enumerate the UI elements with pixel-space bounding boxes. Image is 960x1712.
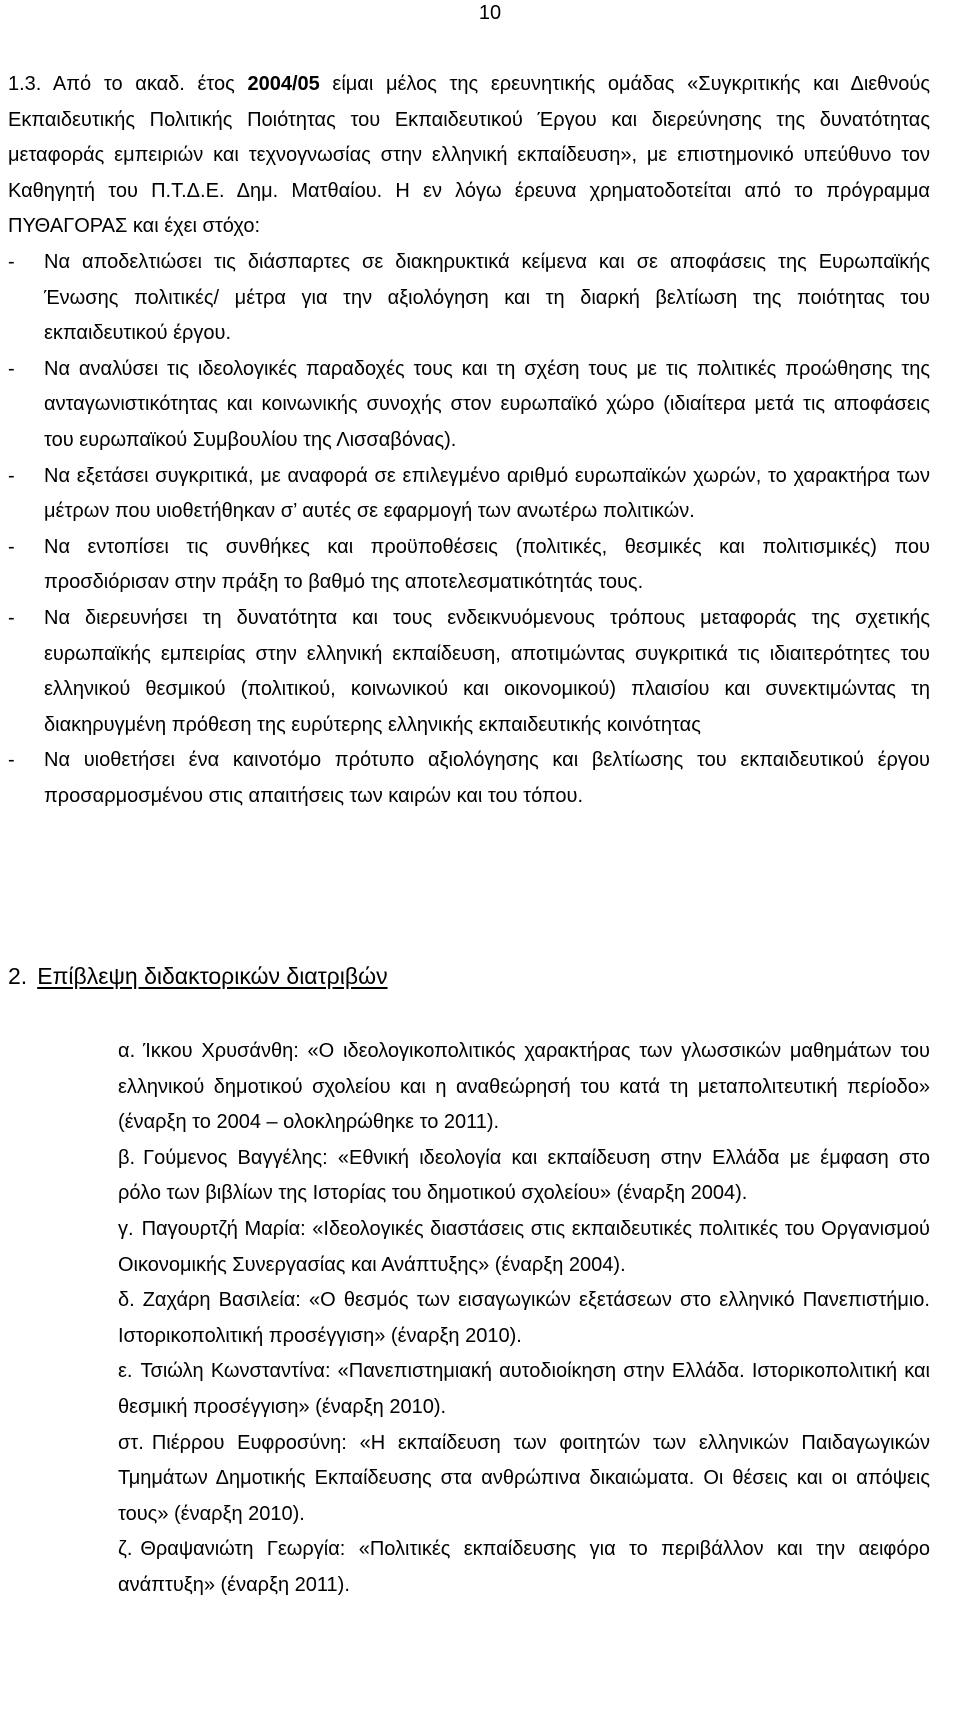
list-item xyxy=(118,1532,930,1603)
item-marker: δ. xyxy=(118,1289,135,1312)
list-item xyxy=(8,743,930,814)
list-item xyxy=(8,601,930,743)
dash-marker: - xyxy=(8,250,15,273)
list-item-text: Να εξετάσει συγκριτικά, με αναφορά σε επιλεγμένο αριθμό ευρωπαϊκών χωρών, το χαρακτήρα των μέτρων που υιοθετήθηκαν σ’ αυτές σε εφαρμογή των ανωτέρω πολιτικών. xyxy=(44,464,930,523)
list-item-text: Παγουρτζή Μαρία: «Ιδεολογικές διαστάσεις στις εκπαιδευτικές πολιτικές του Οργανισμού Οικονομικής Συνεργασίας και Ανάπτυξης» (έναρξη 2004). xyxy=(118,1217,930,1276)
intro-prefix: 1.3. Από το ακαδ. έτος xyxy=(8,73,248,95)
section-number: 2. xyxy=(8,963,28,989)
list-item-text: Γούμενος Βαγγέλης: «Εθνική ιδεολογία και εκπαίδευση στην Ελλάδα με έμφαση στο ρόλο των βιβλίων της Ιστορίας του δημοτικού σχολείου» (έναρξη 2004). xyxy=(118,1146,930,1205)
page-number: 10 xyxy=(478,2,502,24)
item-marker: α. xyxy=(118,1040,136,1062)
section-research-group xyxy=(8,67,930,814)
dash-marker: - xyxy=(8,606,15,629)
item-marker: γ. xyxy=(118,1217,134,1240)
list-item xyxy=(8,352,930,459)
list-item-text: Να αναλύσει τις ιδεολογικές παραδοχές τους και τη σχέση τους με τις πολιτικές προώθησης της ανταγωνιστικότητας και κοινωνικής συνοχής στον ευρωπαϊκό χώρο (ιδιαίτερα μετά τις αποφάσεις του ευρωπαϊκού Συμβουλίου της Λισσαβόνας). xyxy=(44,357,930,451)
list-item-text: Να διερευνήσει τη δυνατότητα και τους ενδεικνυόμενους τρόπους μεταφοράς της σχετικής ευρωπαϊκής εμπειρίας στην ελληνική εκπαίδευση, αποτιμώντας συγκριτικά τις ιδιαιτερότητες του ελληνικού θεσμικού (πολιτικού, κοινωνικού και οικονομικού) πλαισίου και συνεκτιμώντας τη διακηρυγμένη πρόθεση της ευρύτερης ελληνικής εκπαιδευτικής κοινότητας xyxy=(44,606,930,736)
intro-year: 2004/05 xyxy=(247,73,320,95)
list-item xyxy=(8,245,930,352)
list-item-text: Να αποδελτιώσει τις διάσπαρτες σε διακηρυκτικά κείμενα και σε αποφάσεις της Ευρωπαϊκής Ένωσης πολιτικές/ μέτρα για την αξιολόγηση και τη διαρκή βελτίωση της ποιότητας του εκπαιδευτικού έργου. xyxy=(44,250,930,345)
section-title: Επίβλεψη διδακτορικών διατριβών xyxy=(37,963,388,989)
list-item xyxy=(8,459,930,530)
item-marker: στ. xyxy=(118,1431,144,1454)
list-item xyxy=(118,1141,930,1212)
intro-paragraph xyxy=(8,67,930,245)
dash-marker: - xyxy=(8,535,15,558)
dash-marker: - xyxy=(8,357,15,380)
dash-marker: - xyxy=(8,749,15,772)
list-item-text: Ίκκου Χρυσάνθη: «Ο ιδεολογικοπολιτικός χαρακτήρας των γλωσσικών μαθημάτων του ελληνικού δημοτικού σχολείου και η αναθεώρησή του κατά τη μεταπολιτευτική περίοδο» (έναρξη το 2004 – ολοκληρώθηκε το 2011). xyxy=(118,1040,930,1134)
list-item-text: Ζαχάρη Βασιλεία: «Ο θεσμός των εισαγωγικών εξετάσεων στο ελληνικό Πανεπιστήμιο. Ιστορικοπολιτική προσέγγιση» (έναρξη 2010). xyxy=(118,1289,930,1347)
intro-rest: είμαι μέλος της ερευνητικής ομάδας «Συγκριτικής και Διεθνούς Εκπαιδευτικής Πολιτικής Ποιότητας του Εκπαιδευτικού Έργου και διερεύνησης της δυνατότητας μεταφοράς εμπειριών και τεχνογνωσίας στην ελληνική εκπαίδευση», με επιστημονικό υπεύθυνο τον Καθηγητή του Π.Τ.Δ.Ε. Δημ. Ματθαίου. Η εν λόγω έρευνα χρηματοδοτείται από το πρόγραμμα ΠΥΘΑΓΟΡΑΣ και έχει στόχο: xyxy=(8,73,930,238)
section-heading xyxy=(8,961,388,991)
list-item-text: Να υιοθετήσει ένα καινοτόμο πρότυπο αξιολόγησης και βελτίωσης του εκπαιδευτικού έργου προσαρμοσμένου στις απαιτήσεις των καιρών και του τόπου. xyxy=(44,749,930,807)
dash-marker: - xyxy=(8,464,15,487)
list-item xyxy=(118,1354,930,1425)
list-item-text: Θραψανιώτη Γεωργία: «Πολιτικές εκπαίδευσης για το περιβάλλον και την αειφόρο ανάπτυξη» (έναρξη 2011). xyxy=(118,1538,930,1596)
list-item xyxy=(118,1426,930,1533)
list-item xyxy=(8,530,930,601)
list-item-text: Πιέρρου Ευφροσύνη: «Η εκπαίδευση των φοιτητών των ελληνικών Παιδαγωγικών Τμημάτων Δημοτικής Εκπαίδευσης στα ανθρώπινα δικαιώματα. Οι θέσεις και οι απόψεις τους» (έναρξη 2010). xyxy=(118,1431,930,1525)
list-item xyxy=(118,1212,930,1283)
list-item xyxy=(118,1283,930,1354)
supervision-list xyxy=(118,1034,930,1604)
objectives-list xyxy=(8,245,930,815)
item-marker: β. xyxy=(118,1146,136,1169)
list-item-text: Τσιώλη Κωνσταντίνα: «Πανεπιστημιακή αυτοδιοίκηση στην Ελλάδα. Ιστορικοπολιτική και θεσμική προσέγγιση» (έναρξη 2010). xyxy=(118,1360,930,1418)
list-item xyxy=(118,1034,930,1141)
item-marker: ε. xyxy=(118,1360,133,1383)
item-marker: ζ. xyxy=(118,1538,133,1561)
list-item-text: Να εντοπίσει τις συνθήκες και προϋποθέσεις (πολιτικές, θεσμικές και πολιτισμικές) που προσδιόρισαν στην πράξη το βαθμό της αποτελεσματικότητάς τους. xyxy=(44,535,930,594)
